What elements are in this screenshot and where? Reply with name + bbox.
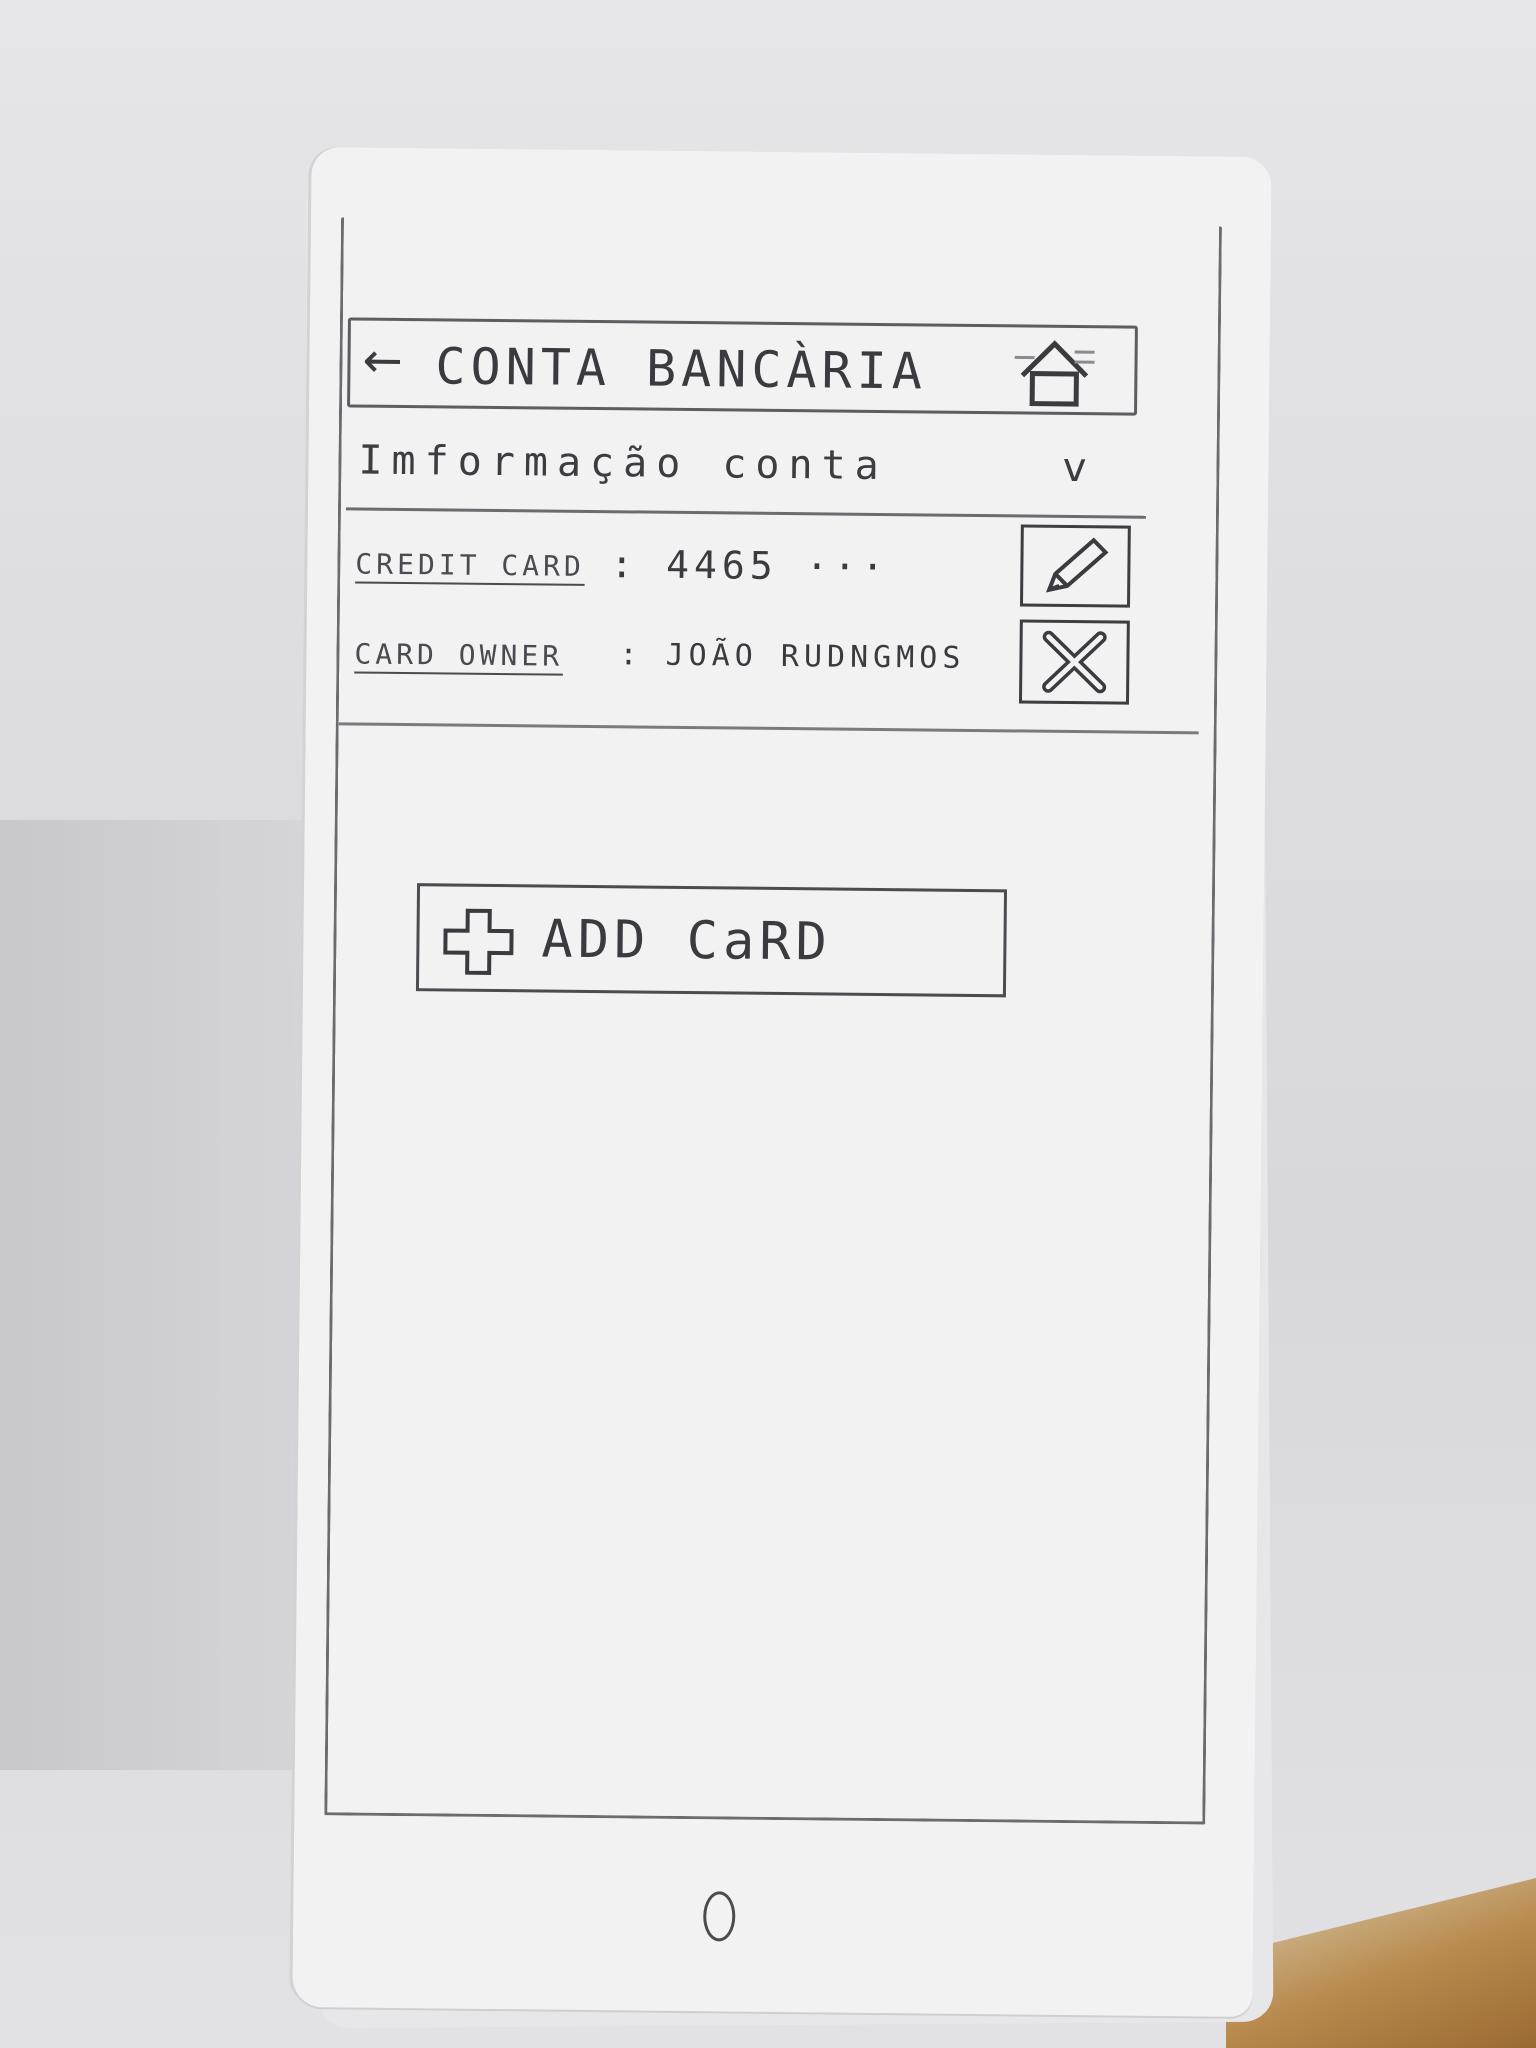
device-home-button[interactable]: [703, 1891, 736, 1941]
phone-screen: [324, 217, 1222, 1824]
card-owner-row: [344, 612, 1150, 700]
close-icon: [1022, 622, 1127, 701]
phone-sketch: [292, 147, 1271, 2017]
add-card-label: ADD CaRD: [541, 909, 833, 973]
card-owner-label: CARD OWNER: [354, 637, 564, 673]
edit-card-button[interactable]: [1020, 524, 1131, 607]
pencil-icon: [1023, 528, 1128, 605]
add-card-button[interactable]: [416, 883, 1007, 997]
account-info-section[interactable]: [346, 417, 1147, 518]
back-arrow-icon[interactable]: ←: [362, 332, 404, 389]
chevron-down-icon[interactable]: v: [1062, 444, 1087, 492]
credit-card-label: CREDIT CARD: [355, 547, 585, 583]
section-title: Imformação conta: [358, 437, 889, 490]
delete-card-button[interactable]: [1019, 619, 1130, 704]
credit-card-value: : 4465 ···: [610, 542, 890, 590]
credit-card-row: [345, 517, 1151, 605]
section-divider: [339, 722, 1199, 734]
plus-icon: [441, 906, 516, 977]
home-icon[interactable]: [1014, 335, 1095, 408]
page-title: CONTA BANCÀRIA: [435, 337, 928, 401]
card-owner-value: : JOÃO RUDNGMOS: [619, 637, 966, 676]
app-header: [347, 317, 1138, 415]
